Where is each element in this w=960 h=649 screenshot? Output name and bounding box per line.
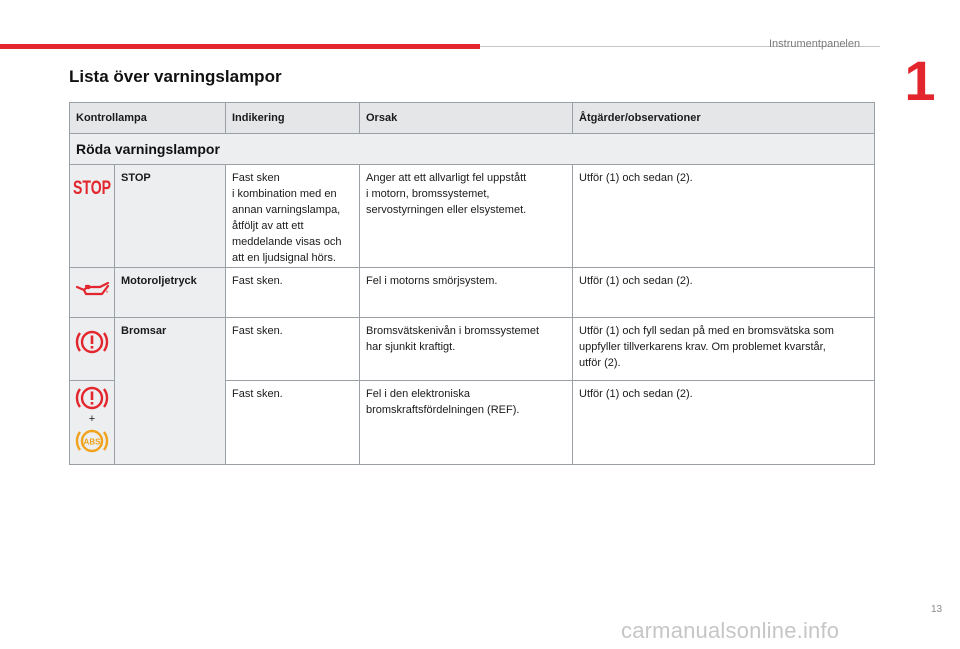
action-cell: Utför (1) och fyll sedan på med en bromsvätska som uppfyller tillverkarens krav. Om problemet kvarstår, utför (2). — [573, 318, 875, 381]
brake-warning-icon — [74, 383, 110, 413]
oil-pressure-icon — [74, 280, 110, 300]
svg-text:STOP: STOP — [73, 178, 112, 199]
table-header-row — [70, 103, 875, 134]
watermark: carmanualsonline.info — [621, 618, 840, 643]
brake-warning-icon — [74, 327, 110, 357]
page-number: 13 — [931, 604, 943, 615]
lamp-icon-cell — [70, 318, 115, 381]
category-label: Röda varningslampor — [76, 141, 220, 157]
column-header-indikering: Indikering — [226, 103, 360, 134]
svg-text:ABS: ABS — [83, 437, 101, 447]
table-row — [70, 165, 875, 268]
cause-cell: Bromsvätskenivån i bromssystemet har sjunkit kraftigt. — [360, 318, 573, 381]
lamp-name: Motoroljetryck — [115, 268, 226, 318]
indication-cell: Fast sken. — [226, 318, 360, 381]
indication-cell: Fast sken i kombination med en annan varningslampa, åtföljt av att ett meddelande visas och att en ljudsignal hörs. — [226, 165, 360, 268]
column-header-orsak: Orsak — [360, 103, 573, 134]
warning-lamps-table — [69, 102, 875, 465]
header-red-bar — [0, 44, 480, 49]
lamp-icon-cell — [70, 165, 115, 268]
action-cell: Utför (1) och sedan (2). — [573, 268, 875, 318]
cause-cell: Fel i den elektroniska bromskraftsfördelningen (REF). — [360, 381, 573, 465]
action-cell: Utför (1) och sedan (2). — [573, 381, 875, 465]
abs-icon — [74, 426, 110, 456]
indication-cell: Fast sken. — [226, 268, 360, 318]
cause-cell: Anger att ett allvarligt fel uppstått i motorn, bromssystemet, servostyrningen eller elsystemet. — [360, 165, 573, 268]
table-row — [70, 318, 875, 381]
indication-cell: Fast sken. — [226, 381, 360, 465]
column-header-atgarder: Åtgärder/observationer — [573, 103, 875, 134]
lamp-icon-cell — [70, 268, 115, 318]
column-header-kontrollampa: Kontrollampa — [70, 103, 226, 134]
table-row — [70, 268, 875, 318]
page-title: Lista över varningslampor — [69, 67, 282, 86]
section-title: Instrumentpanelen — [769, 38, 861, 50]
plus-sign: + — [88, 413, 96, 425]
stop-icon — [72, 174, 112, 198]
chapter-number: 1 — [904, 49, 936, 112]
action-cell: Utför (1) och sedan (2). — [573, 165, 875, 268]
lamp-name: STOP — [115, 165, 226, 268]
cause-cell: Fel i motorns smörjsystem. — [360, 268, 573, 318]
lamp-icon-cell — [70, 381, 115, 465]
lamp-name: Bromsar — [115, 318, 226, 465]
category-row — [70, 134, 875, 165]
